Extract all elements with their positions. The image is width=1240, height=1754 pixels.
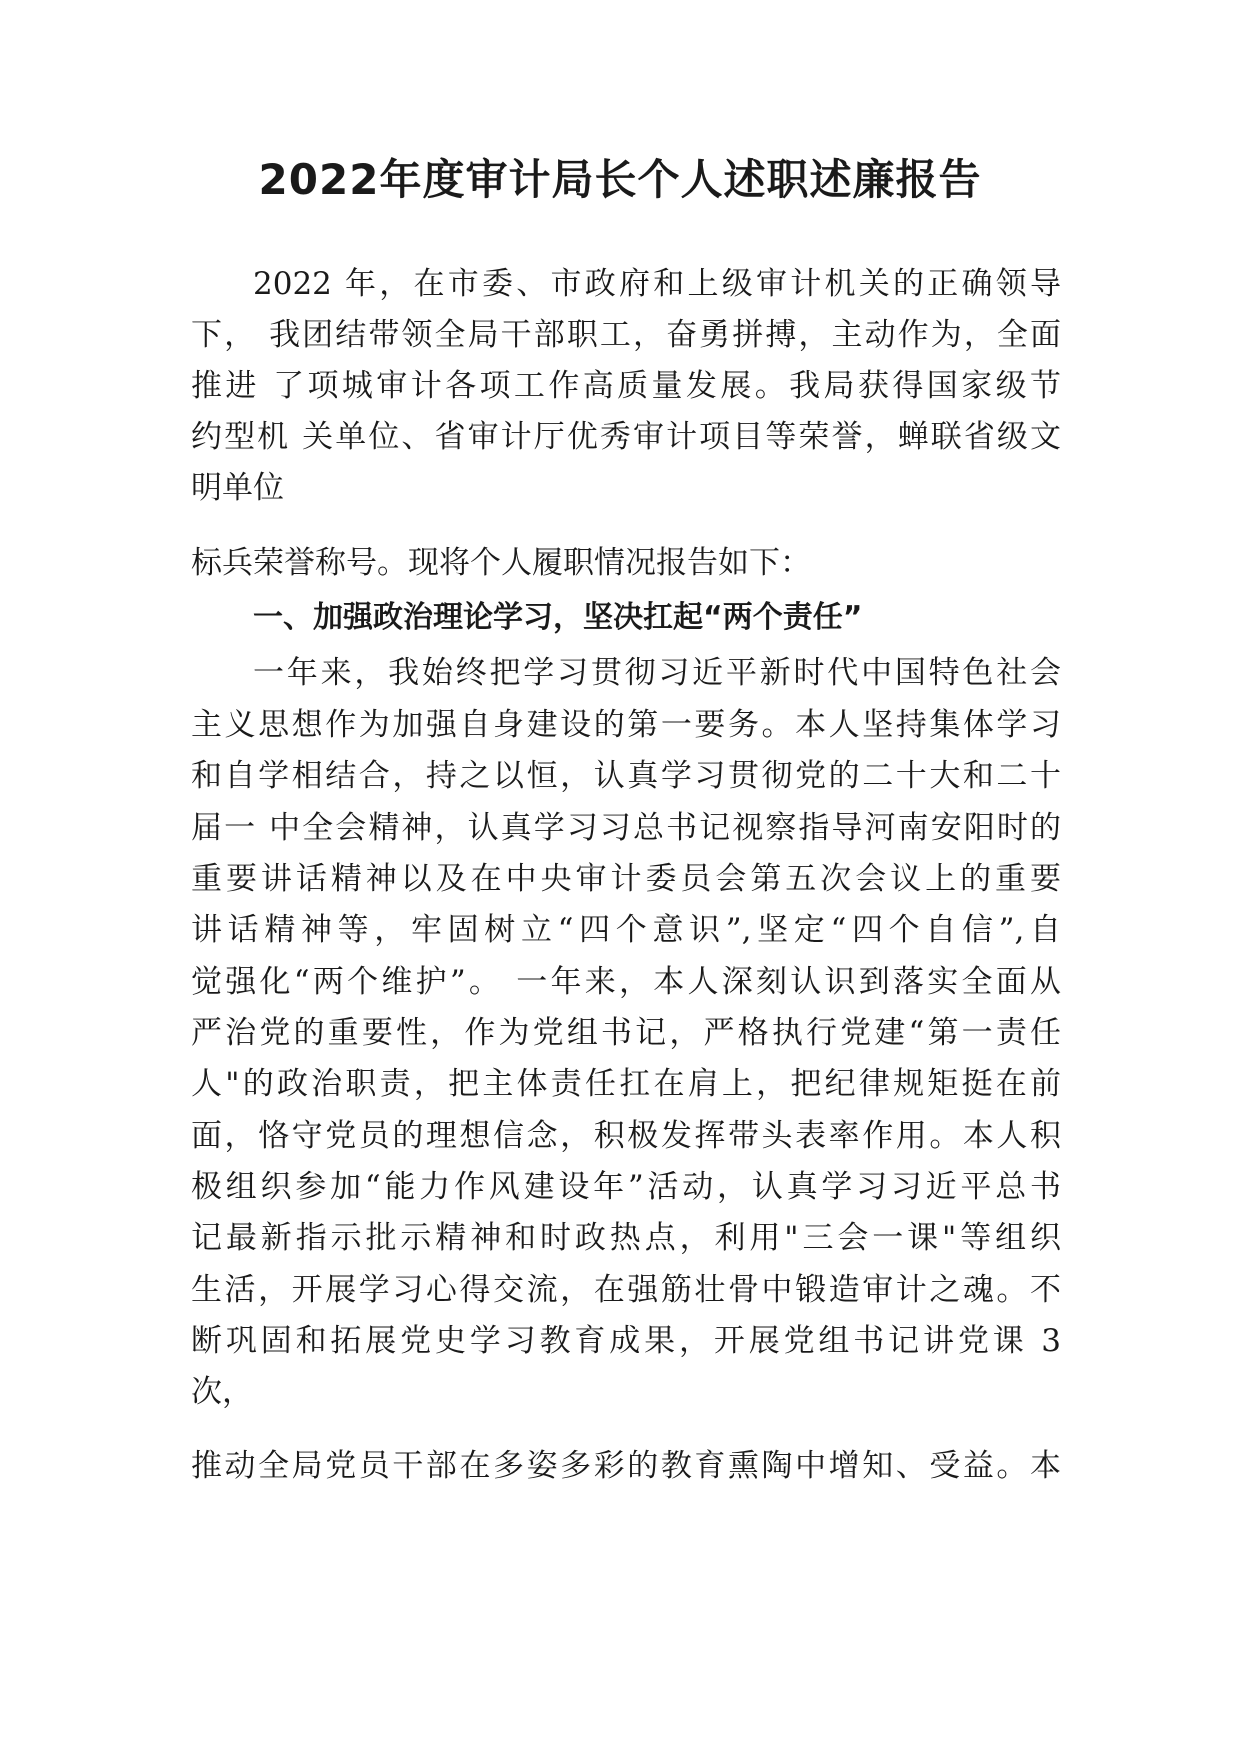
paragraph-line: 严治党的重要性，作为党组书记，严格执行党建“第一责任 — [191, 1015, 1061, 1051]
paragraph-line: 断巩固和拓展党史学习教育成果，开展党组书记讲党课 3 — [191, 1323, 1061, 1359]
document-title: 2022年度审计局长个人述职述廉报告 — [258, 155, 982, 204]
paragraph-line: 标兵荣誉称号。现将个人履职情况报告如下： — [191, 545, 811, 581]
paragraph-line: 一年来，我始终把学习贯彻习近平新时代中国特色社会 — [253, 655, 1061, 691]
paragraph-line: 记最新指示批示精神和时政热点，利用"三会一课"等组织 — [191, 1220, 1061, 1256]
paragraph-line: 下， 我团结带领全局干部职工，奋勇拼搏，主动作为，全面 — [191, 317, 1061, 353]
paragraph-line: 推动全局党员干部在多姿多彩的教育熏陶中增知、受益。本 — [191, 1448, 1061, 1484]
paragraph-line: 面，恪守党员的理想信念，积极发挥带头表率作用。本人积 — [191, 1118, 1061, 1154]
paragraph-line: 2022 年，在市委、市政府和上级审计机关的正确领导 — [253, 266, 1061, 302]
paragraph-line: 明单位 — [191, 470, 284, 506]
paragraph-line: 主义思想作为加强自身建设的第一要务。本人坚持集体学习 — [191, 707, 1061, 743]
paragraph-line: 约型机 关单位、省审计厅优秀审计项目等荣誉，蝉联省级文 — [191, 419, 1061, 455]
section-heading: 一、加强政治理论学习，坚决扛起“两个责任” — [253, 600, 863, 635]
paragraph-line: 届一 中全会精神，认真学习习总书记视察指导河南安阳时的 — [191, 810, 1061, 846]
paragraph-line: 和自学相结合，持之以恒，认真学习贯彻党的二十大和二十 — [191, 758, 1061, 794]
paragraph-line: 讲话精神等，牢固树立“四个意识”,坚定“四个自信”,自 — [191, 912, 1061, 948]
paragraph-line: 觉强化“两个维护”。 一年来，本人深刻认识到落实全面从 — [191, 964, 1061, 1000]
paragraph-line: 极组织参加“能力作风建设年”活动，认真学习习近平总书 — [191, 1169, 1061, 1205]
paragraph-line: 生活，开展学习心得交流，在强筋壮骨中锻造审计之魂。不 — [191, 1272, 1061, 1308]
paragraph-line: 推进 了项城审计各项工作高质量发展。我局获得国家级节 — [191, 368, 1061, 404]
paragraph-line: 重要讲话精神以及在中央审计委员会第五次会议上的重要 — [191, 861, 1061, 897]
paragraph-line: 人"的政治职责，把主体责任扛在肩上，把纪律规矩挺在前 — [191, 1066, 1061, 1102]
paragraph-line: 次， — [191, 1374, 253, 1410]
